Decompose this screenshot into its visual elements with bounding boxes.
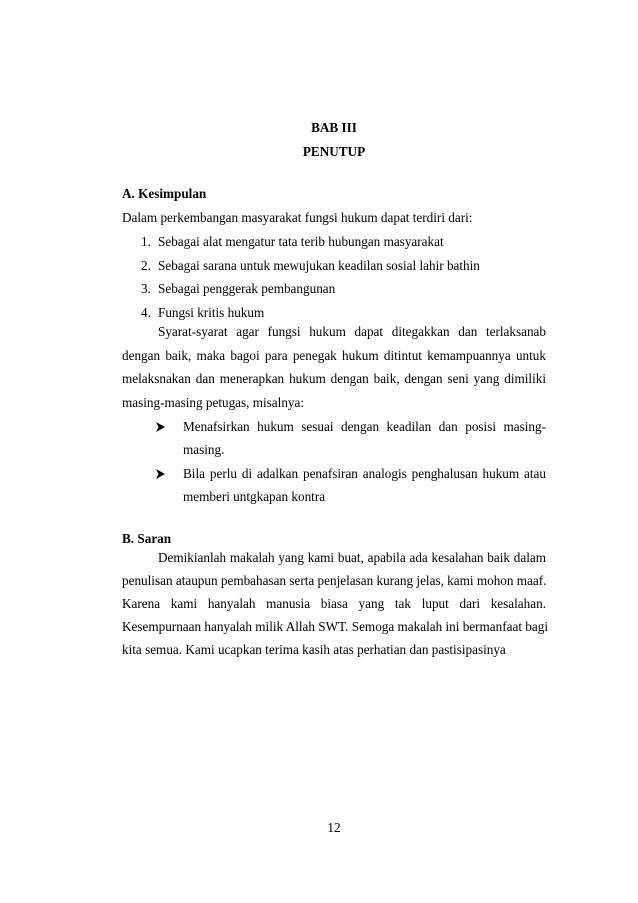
page-number: 12 <box>327 820 341 835</box>
list-item-1: Sebagai alat mengatur tata terib hubungan masyarakat <box>158 234 444 249</box>
bullet-2-line-2: memberi untgkapan kontra <box>183 489 326 504</box>
section-b-paragraph-line-1: Demikianlah makalah yang kami buat, apabila ada kesalahan baik dalam <box>158 550 546 565</box>
bullet-1-line-2: masing. <box>183 442 225 457</box>
section-b-paragraph-line-4: Kesempurnaan hanyalah milik Allah SWT. Semoga makalah ini bermanfaat bagi <box>122 619 549 634</box>
list-item-3: Sebagai penggerak pembangunan <box>158 281 336 296</box>
list-number-1: 1. <box>141 234 151 249</box>
section-a-paragraph-line-3: melaksnakan dan menerapkan hukum dengan baik, dengan seni yang dimiliki <box>122 371 546 386</box>
arrow-bullet-icon <box>155 466 167 482</box>
bullet-2-line-1: Bila perlu di adalkan penafsiran analogis penghalusan hukum atau <box>183 466 546 481</box>
list-number-3: 3. <box>141 281 151 296</box>
section-b-paragraph-line-2: penulisan ataupun pembahasan serta penjelasan kurang jelas, kami mohon maaf. <box>122 573 547 588</box>
list-item-2: Sebagai sarana untuk mewujukan keadilan sosial lahir bathin <box>158 258 480 273</box>
section-a-intro: Dalam perkembangan masyarakat fungsi hukum dapat terdiri dari: <box>122 210 473 225</box>
bullet-1-line-1: Menafsirkan hukum sesuai dengan keadilan dan posisi masing- <box>183 419 546 434</box>
section-a-paragraph-line-2: dengan baik, maka bagoi para penegak hukum ditintut kemampuannya untuk <box>122 348 546 363</box>
arrow-bullet-icon <box>155 419 167 435</box>
chapter-title: PENUTUP <box>302 144 366 159</box>
list-number-4: 4. <box>141 305 151 320</box>
section-b-heading: B. Saran <box>122 531 172 546</box>
list-number-2: 2. <box>141 258 151 273</box>
section-a-paragraph-line-4: masing-masing petugas, misalnya: <box>122 395 305 410</box>
section-b-paragraph-line-5: kita semua. Kami ucapkan terima kasih atas perhatian dan pastisipasinya <box>122 642 506 657</box>
section-b-paragraph-line-3: Karena kami hanyalah manusia biasa yang tak luput dari kesalahan. <box>122 596 546 611</box>
chapter-number: BAB III <box>311 120 357 135</box>
section-a-paragraph-line-1: Syarat-syarat agar fungsi hukum dapat ditegakkan dan terlaksanab <box>158 324 546 339</box>
list-item-4: Fungsi kritis hukum <box>158 305 265 320</box>
section-a-heading: A. Kesimpulan <box>122 186 207 201</box>
